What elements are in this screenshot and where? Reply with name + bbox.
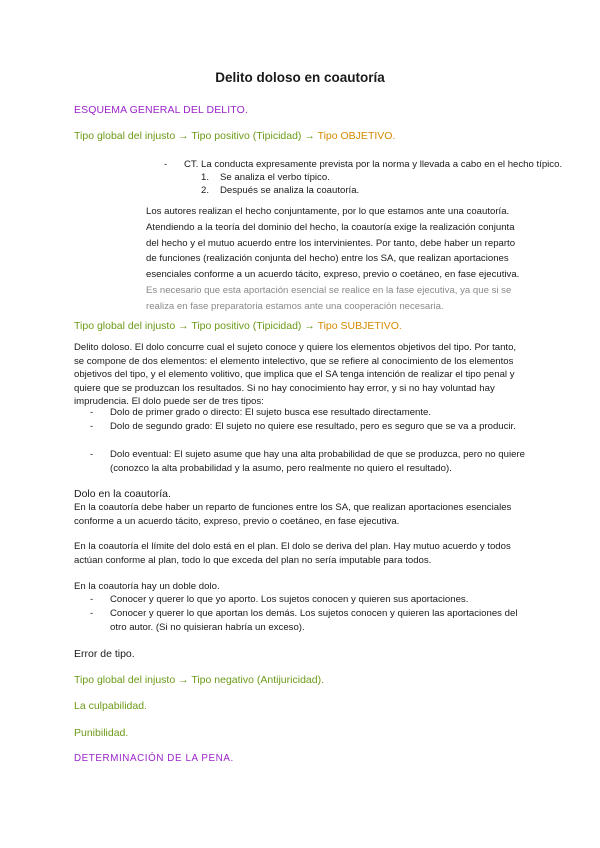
step-text: Después se analiza la coautoría. [220, 185, 360, 196]
dolo-type-1 [110, 406, 528, 420]
ct-text: CT. La conducta expresamente prevista por la norma y llevada a cabo en el hecho típico. [184, 159, 563, 170]
dolo-types-list [74, 406, 528, 476]
dolo-type-label: Dolo de primer grado o directo: [110, 407, 243, 418]
dolo-type-text: El sujeto busca ese resultado directamente. [242, 407, 432, 418]
punibilidad-heading: Punibilidad. [74, 727, 129, 739]
list-dash: - [90, 407, 94, 418]
ct-dash: - [164, 159, 168, 170]
tipo-subjetivo-highlight: Tipo SUBJETIVO. [317, 320, 402, 332]
dolo-coautoria-p2: En la coautoría el límite del dolo está en el plan. El dolo se deriva del plan. Hay mutuo acuerdo y todos actúan conforme al plan, todo lo que exceda del plan no sería imputable para todos. [74, 541, 511, 566]
dolo-type-text: El sujeto asume que hay una alta probabilidad de que se produzca, pero no quiere (conozco la alta probabilidad y la asumo, pero realmente no quiero el resultado). [110, 449, 525, 474]
tipo-subjetivo-heading [74, 320, 528, 332]
culpabilidad-heading: La culpabilidad. [74, 700, 147, 712]
dolo-coautoria-heading: Dolo en la coautoría. [74, 488, 171, 500]
step-number: 1. [201, 172, 210, 183]
list-dash: - [90, 594, 94, 605]
tipo-subjetivo-prefix: Tipo global del injusto → Tipo positivo (Tipicidad) → [74, 320, 318, 332]
list-item [74, 420, 528, 448]
coautoria-grey-note: Es necesario que esta aportación esencial se realice en la fase ejecutiva, ya que si se realiza en fase preparatoria estamos ante una cooperación necesaria. [146, 284, 512, 312]
tipo-objetivo-highlight: Tipo OBJETIVO. [317, 130, 396, 142]
dolo-coautoria-p1: En la coautoría debe haber un reparto de funciones entre los SA, que realizan aportaciones esenciales conforme a un acuerdo tácito, expreso, previo o coetáneo, en fase ejecutiva. [74, 502, 512, 527]
doble-dolo-item-1: Conocer y querer lo que yo aporto. Los sujetos conocen y quieren sus aportaciones. [110, 594, 469, 605]
doble-dolo-list [74, 593, 528, 635]
dolo-type-text: El sujeto no quiere ese resultado, pero es seguro que se va a producir. [212, 421, 516, 432]
list-item [74, 406, 528, 420]
tipo-objetivo-prefix: Tipo global del injusto → Tipo positivo (Tipicidad) → [74, 130, 318, 142]
doble-dolo-item-2: Conocer y querer lo que aportan los demás. Los sujetos conocen y quieren las aportaciones del otro autor. (Si no quisieran habría un exceso). [110, 608, 518, 633]
determinacion-heading: DETERMINACIÓN DE LA PENA. [74, 753, 234, 764]
list-dash: - [90, 608, 94, 619]
list-dash: - [90, 449, 94, 460]
coautoria-paragraph [146, 204, 528, 315]
dolo-type-3 [110, 448, 528, 475]
esquema-heading: ESQUEMA GENERAL DEL DELITO. [74, 104, 248, 116]
step-number: 2. [201, 185, 210, 196]
error-tipo-heading: Error de tipo. [74, 648, 135, 660]
list-dash: - [90, 421, 94, 432]
tipo-objetivo-heading [74, 130, 528, 142]
list-item [74, 448, 528, 476]
dolo-type-label: Dolo eventual: [110, 449, 172, 460]
step-text: Se analiza el verbo típico. [220, 172, 330, 183]
dolo-type-2 [110, 420, 528, 434]
tipo-negativo-heading: Tipo global del injusto → Tipo negativo (Antijuricidad). [74, 674, 324, 686]
dolo-coautoria-p3: En la coautoría hay un doble dolo. [74, 581, 220, 592]
dolo-paragraph: Delito doloso. El dolo concurre cual el sujeto conoce y quiere los elementos objetivos del tipo. Por tanto, se compone de dos elementos: el elemento intelectivo, que se refiere al conocimiento de los elementos objetivos del tipo, y el elemento volitivo, que implica que el SA tenga intención de realizar el tipo penal y quiere que se produzcan los resultados. Si no hay conocimiento hay error, y si no hay voluntad hay imprudencia. El dolo puede ser de tres tipos: [74, 342, 517, 408]
coautoria-main-text: Los autores realizan el hecho conjuntamente, por lo que estamos ante una coautoría. Atendiendo a la teoría del dominio del hecho, la coautoría exige la realización conjunta del hecho y el mutuo acuerdo entre los intervinientes. Por tanto, debe haber un reparto de funciones (realización conjunta del hecho) entre los SA, que realizan aportaciones esenciales conforme a un acuerdo tácito, expreso, previo o coetáneo, en fase ejecutiva. [146, 206, 520, 281]
page-title: Delito doloso en coautoría [215, 70, 385, 85]
list-item [74, 593, 528, 607]
list-item [74, 607, 528, 635]
dolo-type-label: Dolo de segundo grado: [110, 421, 213, 432]
